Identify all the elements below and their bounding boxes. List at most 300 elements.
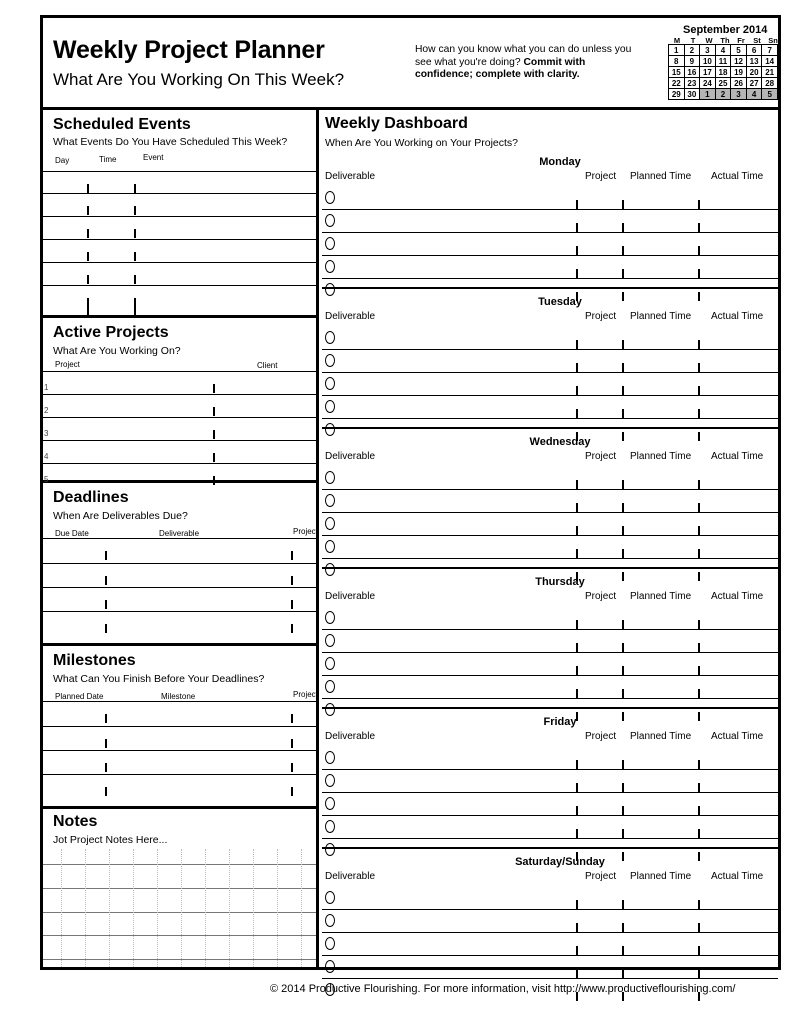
column-tick [576, 760, 578, 769]
section-subtitle: When Are You Working on Your Projects? [325, 137, 519, 149]
calendar-day: 17 [700, 67, 716, 78]
column-tick [87, 275, 89, 284]
column-tick [291, 739, 293, 748]
column-tick [622, 363, 624, 372]
form-row-line [322, 909, 778, 910]
notes-guide [85, 849, 86, 967]
calendar-weekday: Th [720, 36, 730, 45]
day-title: Friday [543, 716, 577, 728]
calendar-day: 14 [762, 56, 778, 67]
form-row-line [43, 587, 316, 588]
column-tick [576, 386, 578, 395]
column-tick [134, 229, 136, 238]
task-checkbox[interactable] [325, 331, 335, 344]
column-tick [576, 526, 578, 535]
mini-calendar [668, 44, 778, 100]
calendar-day: 5 [762, 89, 778, 100]
column-tick [576, 783, 578, 792]
column-tick [698, 923, 700, 932]
column-tick [576, 246, 578, 255]
notes-guide [205, 849, 206, 967]
form-row-line [322, 489, 778, 490]
col-actual-time-label: Actual Time [711, 171, 764, 182]
column-tick [105, 763, 107, 772]
column-tick [87, 206, 89, 215]
day-divider [322, 567, 778, 569]
calendar-weekday: M [673, 36, 681, 45]
column-tick [213, 407, 215, 416]
column-tick [291, 787, 293, 796]
section-subtitle: When Are Deliverables Due? [53, 510, 188, 522]
task-checkbox[interactable] [325, 354, 335, 367]
column-tick [105, 787, 107, 796]
column-tick [622, 223, 624, 232]
column-tick [134, 252, 136, 261]
calendar-day: 7 [762, 45, 778, 56]
section-title: Deadlines [53, 489, 129, 506]
task-checkbox[interactable] [325, 680, 335, 693]
section-title: Scheduled Events [53, 116, 191, 133]
column-tick [622, 666, 624, 675]
form-row-line [322, 255, 778, 256]
form-row-line [43, 563, 316, 564]
column-tick [134, 206, 136, 215]
calendar-day: 3 [700, 45, 716, 56]
notes-line [43, 864, 316, 865]
row-number: 1 [44, 383, 49, 392]
column-tick [87, 184, 89, 193]
task-checkbox[interactable] [325, 237, 335, 250]
col-deliverable-label: Deliverable [159, 529, 200, 538]
column-tick [698, 946, 700, 955]
form-row-line [43, 611, 316, 612]
column-tick [576, 363, 578, 372]
notes-guide [181, 849, 182, 967]
calendar-weekday: W [705, 36, 713, 45]
col-actual-time-label: Actual Time [711, 731, 764, 742]
column-tick [698, 409, 700, 418]
column-tick [576, 480, 578, 489]
form-row-line [322, 652, 778, 653]
calendar-day: 2 [684, 45, 700, 56]
calendar-day: 12 [731, 56, 747, 67]
planner-header [43, 18, 778, 110]
calendar-day: 8 [669, 56, 685, 67]
form-row-line [322, 675, 778, 676]
column-tick [698, 526, 700, 535]
form-row-line [322, 278, 778, 279]
column-tick [134, 298, 136, 307]
form-row-line [322, 792, 778, 793]
form-row-line [322, 955, 778, 956]
calendar-day: 4 [746, 89, 762, 100]
column-tick [698, 643, 700, 652]
task-checkbox[interactable] [325, 517, 335, 530]
task-checkbox[interactable] [325, 423, 335, 436]
column-tick [213, 453, 215, 462]
section-subtitle: What Events Do You Have Scheduled This Week? [53, 136, 288, 148]
calendar-weekday: T [690, 36, 696, 45]
task-checkbox[interactable] [325, 634, 335, 647]
calendar-day: 5 [731, 45, 747, 56]
column-tick [291, 576, 293, 585]
column-tick [576, 900, 578, 909]
task-checkbox[interactable] [325, 400, 335, 413]
form-row-line [43, 262, 316, 263]
column-tick [291, 551, 293, 560]
day-divider [322, 287, 778, 289]
column-tick [576, 223, 578, 232]
task-checkbox[interactable] [325, 657, 335, 670]
task-checkbox[interactable] [325, 540, 335, 553]
column-tick [622, 946, 624, 955]
form-row-line [43, 774, 316, 775]
calendar-week [669, 56, 778, 67]
col-planned-date-label: Planned Date [55, 692, 104, 701]
column-tick [576, 829, 578, 838]
column-tick [698, 480, 700, 489]
notes-guide [301, 849, 302, 967]
column-tick [213, 384, 215, 393]
notes-guide [253, 849, 254, 967]
form-row-line [43, 371, 316, 372]
col-deliverable-label: Deliverable [325, 311, 376, 322]
calendar-day: 23 [684, 78, 700, 89]
calendar-day: 22 [669, 78, 685, 89]
calendar-day: 16 [684, 67, 700, 78]
col-due-date-label: Due Date [55, 529, 89, 538]
calendar-day: 1 [700, 89, 716, 100]
column-tick [622, 246, 624, 255]
notes-guide [277, 849, 278, 967]
calendar-day: 6 [746, 45, 762, 56]
calendar-day: 20 [746, 67, 762, 78]
notes-section [43, 809, 316, 967]
task-checkbox[interactable] [325, 377, 335, 390]
form-row-line [322, 838, 778, 839]
form-row-line [43, 726, 316, 727]
calendar-day: 9 [684, 56, 700, 67]
page-subtitle: What Are You Working On This Week? [53, 70, 345, 89]
form-row-line [43, 193, 316, 194]
column-tick [622, 806, 624, 815]
motto-question: How can you know what you can do unless you see what you're doing? [415, 44, 632, 68]
column-tick [134, 184, 136, 193]
form-row-line [322, 815, 778, 816]
task-checkbox[interactable] [325, 820, 335, 833]
column-tick [291, 714, 293, 723]
column-tick [622, 900, 624, 909]
form-row-line [43, 216, 316, 217]
weekly-dashboard [322, 110, 778, 967]
column-tick [698, 386, 700, 395]
form-row-line [322, 978, 778, 979]
col-planned-time-label: Planned Time [630, 451, 692, 462]
task-checkbox[interactable] [325, 703, 335, 716]
column-tick [576, 643, 578, 652]
col-planned-time-label: Planned Time [630, 871, 692, 882]
form-row-line [43, 239, 316, 240]
form-row-line [322, 932, 778, 933]
task-checkbox[interactable] [325, 751, 335, 764]
col-project-label: Project [585, 451, 617, 462]
form-row-line [322, 769, 778, 770]
col-project-label: Project [585, 591, 617, 602]
section-subtitle: What Can You Finish Before Your Deadlines? [53, 673, 265, 685]
task-checkbox[interactable] [325, 937, 335, 950]
calendar-title: September 2014 [683, 24, 768, 36]
col-planned-time-label: Planned Time [630, 591, 692, 602]
calendar-day: 24 [700, 78, 716, 89]
column-tick [622, 643, 624, 652]
column-tick [698, 969, 700, 978]
column-tick [622, 480, 624, 489]
column-tick [698, 246, 700, 255]
calendar-day: 3 [731, 89, 747, 100]
task-checkbox[interactable] [325, 914, 335, 927]
column-tick [576, 946, 578, 955]
calendar-weekday: Sn [768, 36, 778, 45]
calendar-day: 19 [731, 67, 747, 78]
col-actual-time-label: Actual Time [711, 451, 764, 462]
form-row-line [43, 440, 316, 441]
day-title: Monday [539, 156, 581, 168]
task-checkbox[interactable] [325, 960, 335, 973]
column-tick [698, 340, 700, 349]
form-row-line [43, 750, 316, 751]
calendar-day: 2 [715, 89, 731, 100]
column-tick [87, 307, 89, 316]
section-title: Active Projects [53, 324, 169, 341]
column-tick [622, 200, 624, 209]
column-tick [576, 923, 578, 932]
column-tick [576, 969, 578, 978]
task-checkbox[interactable] [325, 843, 335, 856]
column-tick [622, 269, 624, 278]
column-tick [698, 829, 700, 838]
footer-copyright: © 2014 Productive Flourishing. For more information, visit http://www.productiveflourishing.com/ [270, 983, 736, 995]
column-tick [622, 620, 624, 629]
calendar-day: 15 [669, 67, 685, 78]
day-title: Thursday [535, 576, 585, 588]
section-title: Weekly Dashboard [325, 115, 468, 132]
col-project-label: Project [585, 311, 617, 322]
notes-guide [61, 849, 62, 967]
notes-line [43, 935, 316, 936]
column-tick [698, 760, 700, 769]
task-checkbox[interactable] [325, 260, 335, 273]
motto-text [415, 44, 645, 82]
column-tick [576, 340, 578, 349]
form-row-line [43, 463, 316, 464]
column-tick [576, 409, 578, 418]
col-project-label: Project [293, 690, 318, 699]
column-tick [622, 526, 624, 535]
calendar-day: 30 [684, 89, 700, 100]
column-tick [576, 806, 578, 815]
calendar-day: 13 [746, 56, 762, 67]
scheduled-events-section [43, 110, 316, 318]
column-tick [105, 551, 107, 560]
col-deliverable-label: Deliverable [325, 871, 376, 882]
col-planned-time-label: Planned Time [630, 311, 692, 322]
form-row-line [43, 394, 316, 395]
form-row-line [43, 701, 316, 702]
column-tick [698, 549, 700, 558]
calendar-week [669, 67, 778, 78]
row-number: 3 [44, 429, 49, 438]
section-title: Notes [53, 813, 98, 830]
col-project-label: Project [585, 871, 617, 882]
column-tick [622, 760, 624, 769]
column-tick [105, 714, 107, 723]
form-row-line [322, 395, 778, 396]
calendar-day: 28 [762, 78, 778, 89]
column-tick [698, 223, 700, 232]
form-row-line [322, 232, 778, 233]
column-tick [576, 666, 578, 675]
col-deliverable-label: Deliverable [325, 451, 376, 462]
col-project-label: Project [585, 731, 617, 742]
column-tick [698, 783, 700, 792]
motto-bold: Commit with confidence; complete with clarity. [415, 56, 586, 80]
column-tick [576, 200, 578, 209]
column-tick [698, 620, 700, 629]
calendar-day: 25 [715, 78, 731, 89]
column-tick [698, 806, 700, 815]
column-tick [698, 666, 700, 675]
task-checkbox[interactable] [325, 191, 335, 204]
col-milestone-label: Milestone [161, 692, 196, 701]
task-checkbox[interactable] [325, 214, 335, 227]
day-title: Saturday/Sunday [515, 856, 605, 868]
col-project-label: Project [585, 171, 617, 182]
calendar-day: 21 [762, 67, 778, 78]
col-project-label: Project [55, 360, 80, 369]
task-checkbox[interactable] [325, 494, 335, 507]
col-deliverable-label: Deliverable [325, 591, 376, 602]
column-tick [622, 969, 624, 978]
notes-guide [109, 849, 110, 967]
form-row-line [43, 285, 316, 286]
task-checkbox[interactable] [325, 774, 335, 787]
deadlines-section [43, 483, 316, 646]
notes-line [43, 912, 316, 913]
form-row-line [322, 209, 778, 210]
form-row-line [322, 372, 778, 373]
column-tick [291, 763, 293, 772]
task-checkbox[interactable] [325, 563, 335, 576]
column-tick [105, 739, 107, 748]
form-row-line [43, 538, 316, 539]
col-actual-time-label: Actual Time [711, 591, 764, 602]
form-row-line [322, 629, 778, 630]
col-client-label: Client [257, 361, 278, 370]
column-tick [87, 252, 89, 261]
section-subtitle: What Are You Working On? [53, 345, 181, 357]
day-divider [322, 847, 778, 849]
day-title: Tuesday [538, 296, 582, 308]
row-number: 4 [44, 452, 49, 461]
col-planned-time-label: Planned Time [630, 171, 692, 182]
task-checkbox[interactable] [325, 891, 335, 904]
form-row-line [322, 418, 778, 419]
column-tick [134, 275, 136, 284]
form-row-line [322, 558, 778, 559]
page-title: Weekly Project Planner [53, 36, 325, 64]
column-tick [576, 549, 578, 558]
day-divider [322, 427, 778, 429]
section-title: Milestones [53, 652, 136, 669]
column-tick [105, 600, 107, 609]
day-divider [322, 707, 778, 709]
col-day-label: Day [55, 156, 70, 165]
task-checkbox[interactable] [325, 471, 335, 484]
column-tick [622, 829, 624, 838]
calendar-day: 29 [669, 89, 685, 100]
col-deliverable-label: Deliverable [325, 171, 376, 182]
column-tick [622, 340, 624, 349]
notes-guide [229, 849, 230, 967]
calendar-week [669, 45, 778, 56]
day-title: Wednesday [529, 436, 591, 448]
column-tick [576, 269, 578, 278]
row-number: 5 [44, 475, 49, 484]
notes-guide [157, 849, 158, 967]
column-tick [87, 298, 89, 307]
task-checkbox[interactable] [325, 797, 335, 810]
column-tick [87, 229, 89, 238]
calendar-week [669, 78, 778, 89]
column-tick [576, 689, 578, 698]
row-number: 2 [44, 406, 49, 415]
form-row-line [322, 535, 778, 536]
notes-line [43, 959, 316, 960]
column-tick [622, 923, 624, 932]
column-tick [622, 549, 624, 558]
col-event-label: Event [143, 153, 164, 162]
calendar-day: 27 [746, 78, 762, 89]
column-tick [291, 600, 293, 609]
form-row-line [43, 171, 316, 172]
task-checkbox[interactable] [325, 283, 335, 296]
column-tick [698, 200, 700, 209]
calendar-day: 26 [731, 78, 747, 89]
col-actual-time-label: Actual Time [711, 871, 764, 882]
task-checkbox[interactable] [325, 611, 335, 624]
calendar-weekday: St [753, 36, 761, 45]
form-row-line [322, 512, 778, 513]
column-tick [622, 689, 624, 698]
column-tick [576, 503, 578, 512]
calendar-weekday: Fr [737, 36, 745, 45]
left-column [43, 110, 319, 967]
column-tick [622, 503, 624, 512]
notes-line [43, 888, 316, 889]
form-row-line [322, 698, 778, 699]
calendar-day: 10 [700, 56, 716, 67]
col-deliverable-label: Deliverable [325, 731, 376, 742]
calendar-day: 18 [715, 67, 731, 78]
planner-sheet [40, 15, 781, 970]
calendar-day: 4 [715, 45, 731, 56]
column-tick [105, 576, 107, 585]
column-tick [291, 624, 293, 633]
column-tick [698, 269, 700, 278]
notes-guide [133, 849, 134, 967]
calendar-day: 1 [669, 45, 685, 56]
section-subtitle: Jot Project Notes Here... [53, 834, 168, 846]
